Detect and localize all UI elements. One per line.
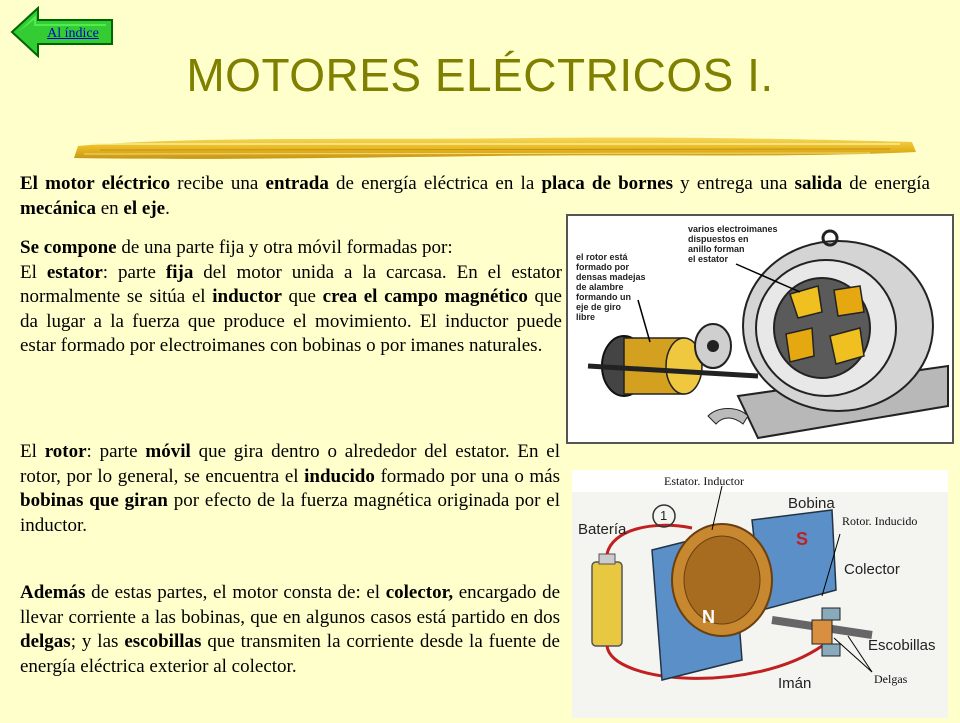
p4-run: delgas bbox=[20, 631, 71, 652]
p1-run: mecánica bbox=[20, 197, 96, 219]
p2-run: que da lugar a la fuerza que produce el movimiento. El inductor puede estar formado por electroimanes con bobinas o por imanes naturales. bbox=[20, 286, 562, 356]
p2-run: Se compone bbox=[20, 237, 117, 258]
p4-run: escobillas bbox=[124, 631, 202, 652]
step-number-label: 1 bbox=[660, 508, 668, 523]
delgas-label: Delgas bbox=[874, 672, 908, 686]
electromagnets-callout-line: varios electroimanes bbox=[688, 224, 778, 234]
p1-run: El motor eléctrico bbox=[20, 173, 171, 194]
electromagnets-callout bbox=[688, 224, 778, 264]
p2-run: fija bbox=[165, 261, 194, 283]
rotor-callout-line: libre bbox=[576, 312, 596, 322]
p2-run: : parte bbox=[102, 261, 166, 283]
p2-run: de una parte fija y otra móvil formadas por: bbox=[116, 237, 453, 258]
rotor-callout-line: el rotor está bbox=[576, 252, 628, 262]
electromagnets-callout-line: el estator bbox=[688, 254, 729, 264]
p3-run: inducido bbox=[304, 465, 375, 487]
p2-run: crea el campo magnético bbox=[322, 286, 528, 307]
coil-label: Bobina bbox=[788, 495, 835, 512]
north-pole-label: N bbox=[702, 607, 715, 627]
rotor-callout bbox=[576, 252, 646, 322]
rotor-callout-line: formando un bbox=[576, 292, 631, 302]
collector-paragraph bbox=[20, 581, 560, 679]
brushes-label: Escobillas bbox=[868, 637, 936, 654]
p1-run: placa de bornes bbox=[541, 173, 673, 194]
back-to-index-label[interactable]: Al índice bbox=[47, 26, 99, 41]
p4-run: Además bbox=[20, 582, 86, 603]
rotor-callout-line: eje de giro bbox=[576, 302, 622, 312]
rotor-callout-line: de alambre bbox=[576, 282, 624, 292]
rotor-paragraph bbox=[20, 440, 560, 538]
rotor-induced-label: Rotor. Inducido bbox=[842, 514, 918, 528]
rotor-callout-line: densas madejas bbox=[576, 272, 646, 282]
collector-label: Colector bbox=[844, 561, 900, 578]
p3-run: que gira dentro o alrededor del estator. En el rotor, por lo general, se encuentra el bbox=[20, 441, 561, 487]
p3-run: por efecto de la fuerza magnética originada por el inductor. bbox=[20, 490, 560, 536]
magnet-label: Imán bbox=[778, 675, 812, 692]
p1-run: . bbox=[165, 197, 170, 219]
p1-run: de energía bbox=[842, 173, 930, 194]
page-title: MOTORES ELÉCTRICOS I. bbox=[186, 49, 774, 101]
p4-run: que transmiten la corriente desde la fuente de energía eléctrica exterior al colector. bbox=[20, 631, 560, 677]
p1-run: el eje bbox=[123, 197, 166, 219]
p1-run: de energía eléctrica en la bbox=[328, 173, 542, 194]
p1-run: salida bbox=[794, 173, 843, 194]
composition-paragraph bbox=[20, 236, 562, 359]
stator-inductor-label: Estator. Inductor bbox=[664, 474, 744, 488]
p2-run: inductor bbox=[212, 286, 282, 307]
p2-run: estator bbox=[46, 261, 103, 283]
rotor-callout-line: formado por bbox=[576, 262, 629, 272]
p3-run: móvil bbox=[145, 441, 191, 462]
south-pole-label: S bbox=[796, 529, 809, 549]
p3-run: bobinas que giran bbox=[20, 490, 168, 511]
p2-run: que bbox=[281, 286, 323, 307]
motor-cutaway-illustration bbox=[566, 214, 954, 444]
p3-run: El bbox=[20, 441, 45, 462]
brush-stroke-divider bbox=[70, 128, 918, 166]
p2-run: del motor unida a la carcasa. En el estator normalmente se sitúa el bbox=[20, 261, 562, 307]
p4-run: de estas partes, el motor consta de: el bbox=[85, 582, 386, 603]
p2-run: El bbox=[20, 261, 47, 283]
p1-run: recibe una bbox=[170, 173, 266, 194]
p4-run: ; y las bbox=[70, 631, 125, 652]
p1-run: y entrega una bbox=[673, 173, 795, 194]
p3-run: formado por una o más bbox=[374, 465, 560, 487]
p3-run: : parte bbox=[86, 441, 146, 462]
battery-label: Batería bbox=[578, 521, 627, 538]
electromagnets-callout-line: dispuestos en bbox=[688, 234, 749, 244]
p1-run: entrada bbox=[265, 173, 329, 194]
p1-run: en bbox=[95, 197, 124, 219]
p3-run: rotor bbox=[44, 441, 87, 462]
p4-run: encargado de llevar corriente a las bobinas, que en algunos casos está partido en dos bbox=[20, 582, 560, 628]
p4-run: colector, bbox=[385, 582, 454, 603]
dc-motor-diagram bbox=[572, 470, 948, 718]
electromagnets-callout-line: anillo forman bbox=[688, 244, 745, 254]
